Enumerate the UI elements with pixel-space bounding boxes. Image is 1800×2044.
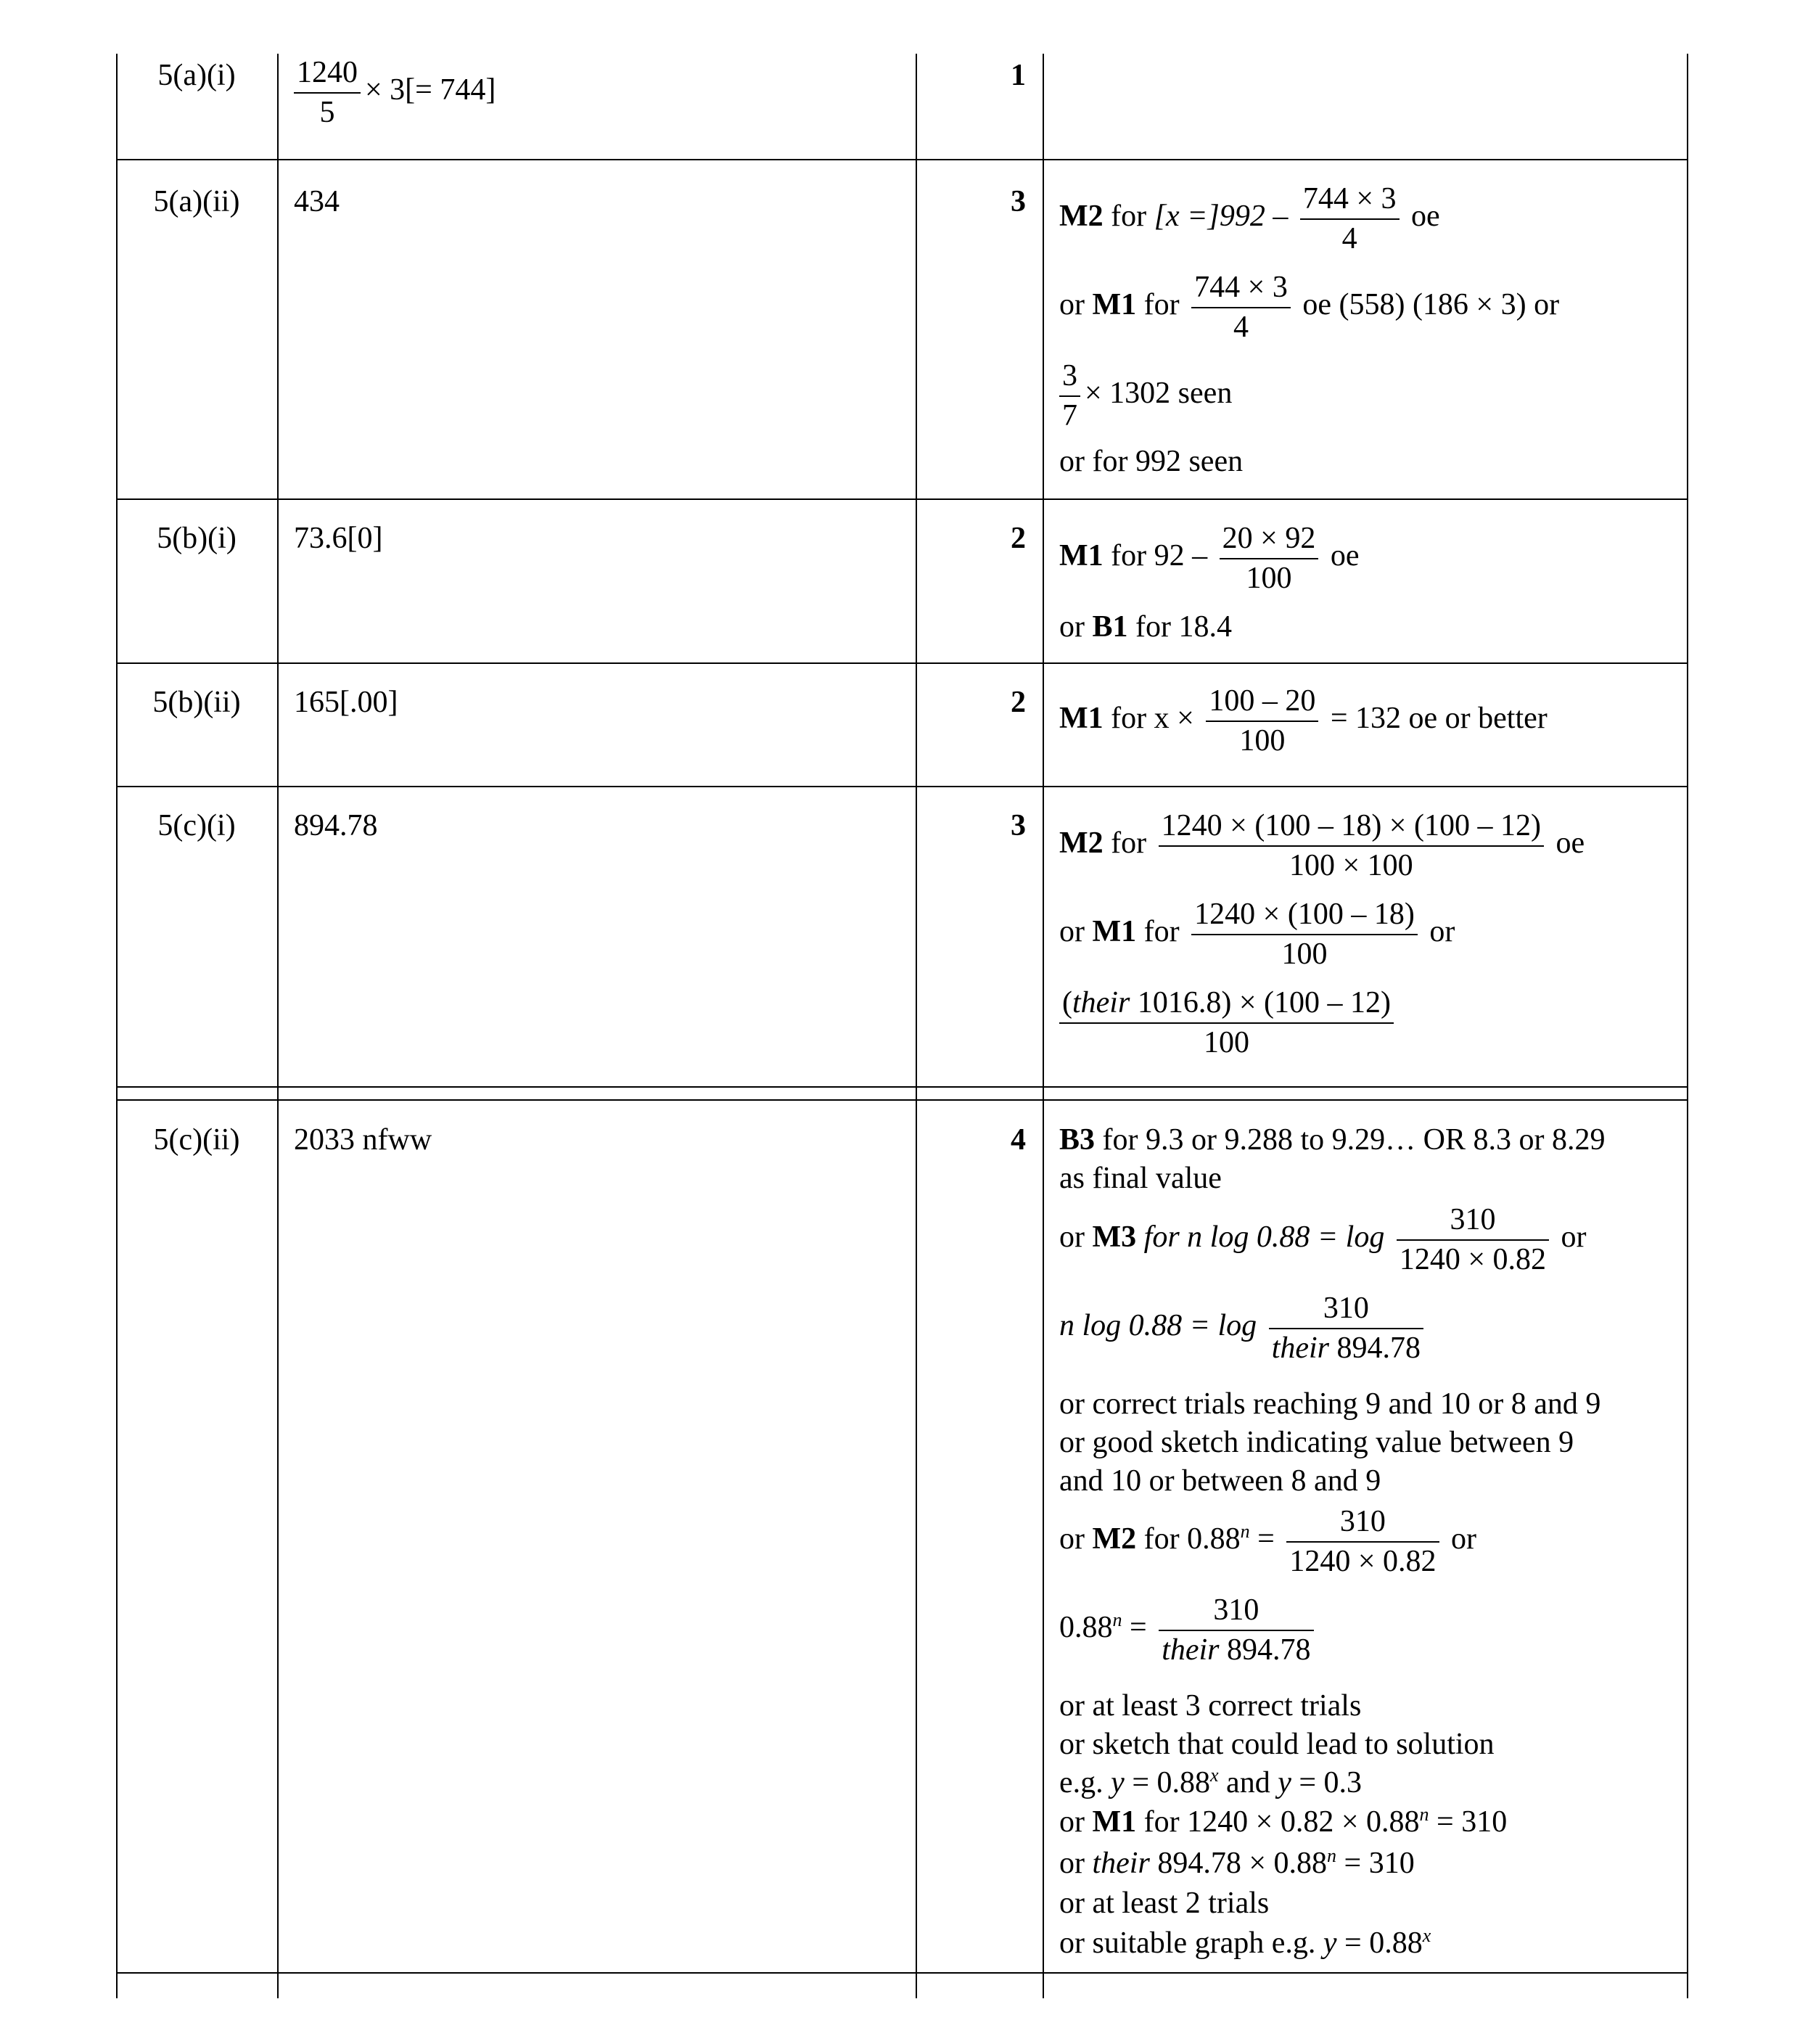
row-divider: [116, 662, 1688, 664]
guidance-line: as final value: [1059, 1162, 1222, 1195]
guidance-line: M1 for x × $\frac{100 - 20}{100}$ = 132 oe or better: [1059, 682, 1548, 760]
guidance-line: $\frac{3}{7}$ × 1302 seen: [1059, 357, 1232, 435]
mark-value: 1: [1011, 59, 1026, 92]
answer-cell: 2033 nfww: [294, 1123, 432, 1157]
guidance-line: e.g. $y = 0.88^x$ and y = 0.3: [1059, 1765, 1363, 1799]
column-divider-1: [277, 54, 279, 1998]
guidance-line: or M3 for n log 0.88 = log $\frac{310}{1240 \times 0.82}$ or: [1059, 1201, 1587, 1278]
question-number: 5(c)(ii): [153, 1123, 240, 1157]
row-divider: [116, 786, 1688, 787]
answer-cell: 165[.00]: [294, 686, 398, 719]
guidance-line: or M1 for $\frac{744 \times 3}{4}$ oe (558) (186 × 3) or: [1059, 268, 1559, 346]
guidance-line: or suitable graph e.g. $y = 0.88^x$: [1059, 1925, 1431, 1960]
guidance-line: $0.88^n$ = $\frac{310}{\text{their 894.78}}$: [1059, 1591, 1318, 1669]
row-divider: [116, 159, 1688, 160]
guidance-line: or M2 for $0.88^n$ = $\frac{310}{1240 \times 0.82}$ or: [1059, 1503, 1476, 1580]
mark-value: 3: [1011, 185, 1026, 218]
row-divider: [116, 1086, 1688, 1088]
column-divider-2: [916, 54, 917, 1998]
question-number: 5(b)(ii): [152, 686, 241, 719]
guidance-line: or their $894.78 \times 0.88^n = 310$: [1059, 1845, 1415, 1880]
mark-value: 3: [1011, 809, 1026, 842]
guidance-line: B3 for 9.3 or 9.288 to 9.29… OR 8.3 or 8.29: [1059, 1123, 1606, 1157]
guidance-line: or for 992 seen: [1059, 445, 1244, 478]
guidance-line: and 10 or between 8 and 9: [1059, 1464, 1381, 1498]
question-number: 5(a)(ii): [153, 185, 240, 218]
answer-cell: 434: [294, 185, 340, 218]
row-divider: [116, 1099, 1688, 1101]
question-number: 5(a)(i): [157, 59, 236, 92]
guidance-line: or B1 for 18.4: [1059, 610, 1232, 644]
guidance-line: $\frac{\text{(their 1016.8) × (100 – 12)}}{100}$: [1059, 984, 1398, 1062]
guidance-line: M2 for [x =]992 – $\frac{744 \times 3}{4}$ oe: [1059, 180, 1440, 258]
guidance-line: or at least 3 correct trials: [1059, 1689, 1362, 1723]
table-border-right: [1687, 54, 1688, 1998]
mark-value: 2: [1011, 522, 1026, 555]
row-divider: [116, 1972, 1688, 1974]
guidance-line: or at least 2 trials: [1059, 1887, 1270, 1920]
guidance-line: or M1 for $1240 \times 0.82 \times 0.88^n = 310$: [1059, 1804, 1508, 1839]
guidance-line: or M1 for $\frac{1240 \times (100 - 18)}{100}$ or: [1059, 895, 1455, 973]
answer-cell: 894.78: [294, 809, 378, 842]
answer-cell: $\frac{1240}{5}$ × 3[= 744]: [294, 54, 496, 131]
guidance-line: M1 for 92 – $\frac{20 \times 92}{100}$ oe: [1059, 520, 1359, 597]
mark-value: 2: [1011, 686, 1026, 719]
question-number: 5(b)(i): [157, 522, 237, 555]
table-border-left: [116, 54, 118, 1998]
guidance-line: M2 for $\frac{1240 \times (100 - 18) \times (100 - 12)}{100 \times 100}$ oe: [1059, 807, 1585, 884]
guidance-line: or correct trials reaching 9 and 10 or 8 and 9: [1059, 1387, 1601, 1421]
mark-value: 4: [1011, 1123, 1026, 1157]
guidance-line: n log 0.88 = log $\frac{310}{\text{their 894.78}}$: [1059, 1289, 1428, 1367]
guidance-line: or sketch that could lead to solution: [1059, 1728, 1495, 1761]
answer-fraction: $\frac{1240}{5}$: [294, 54, 361, 131]
guidance-line: or good sketch indicating value between 9: [1059, 1426, 1574, 1459]
row-divider: [116, 498, 1688, 500]
question-number: 5(c)(i): [157, 809, 236, 842]
column-divider-3: [1043, 54, 1044, 1998]
answer-cell: 73.6[0]: [294, 522, 383, 555]
